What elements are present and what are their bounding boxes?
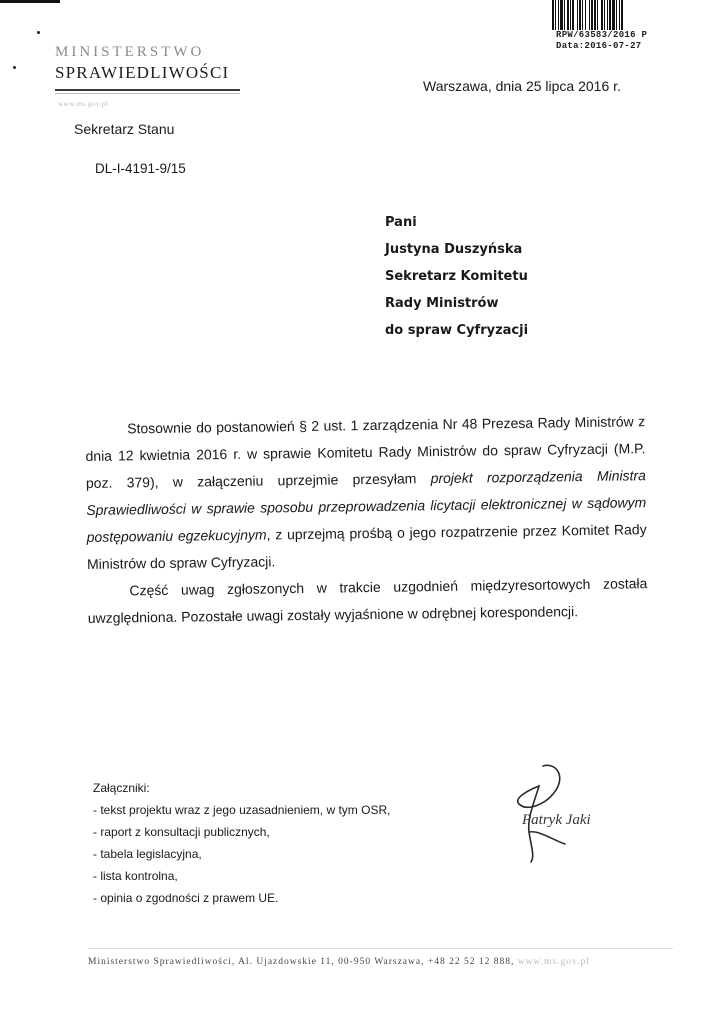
barcode-bar	[604, 0, 605, 30]
barcode-bar	[577, 0, 578, 30]
barcode-bar	[601, 0, 603, 30]
barcode-bar	[585, 0, 586, 30]
signatory-name: Patryk Jaki	[522, 812, 591, 828]
addressee-line: Pani	[385, 215, 417, 230]
barcode-bar	[567, 0, 569, 30]
paragraph-1-end: , z uprzejmą prośbą o jego rozpatrzenie przez Komitet Rady Ministrów do spraw Cyfryzacji.	[86, 521, 647, 572]
barcode-bar	[594, 0, 596, 30]
barcode-bar	[558, 0, 559, 30]
attachments	[93, 777, 390, 909]
ministry-logo-line2: SPRAWIEDLIWOŚCI	[55, 63, 230, 82]
scan-speck	[13, 66, 16, 69]
barcode-bar	[591, 0, 593, 30]
barcode-bar	[560, 0, 563, 30]
barcode-bar	[552, 0, 554, 30]
registry-stamp	[556, 30, 647, 52]
registry-date: Data:2016-07-27	[556, 41, 642, 51]
barcode	[552, 0, 678, 30]
addressee-line: Rady Ministrów	[385, 296, 499, 311]
footer-rule	[88, 948, 673, 949]
barcode-bar	[572, 0, 574, 30]
footer-url: www.ms.gov.pl	[517, 957, 590, 967]
paragraph-1-start: Stosownie do postanowień § 2 ust. 1 zarządzenia Nr 48 Prezesa Rady Ministrów z dnia 12 kwietnia 2016 r. w sprawie Komitetu Rady Ministrów do spraw Cyfryzacji (M.P. poz. 379), w załączeniu uprzejmie przesyłam	[85, 413, 646, 491]
addressee-line: Justyna Duszyńska	[385, 242, 523, 257]
place-date: Warszawa, dnia 25 lipca 2016 r.	[423, 78, 621, 94]
addressee-block	[385, 209, 528, 344]
logo-rule	[55, 89, 240, 91]
logo-url: www.ms.gov.pl	[58, 100, 109, 108]
attachment-item: - lista kontrolna,	[93, 865, 390, 887]
letter-body	[85, 408, 648, 632]
paragraph-1-project-title: projekt rozporządzenia Ministra Sprawiedliwości w sprawie sposobu przeprowadzenia licytacji elektronicznej w sądowym postępowaniu egzekucyjnym	[86, 467, 647, 545]
barcode-bar	[616, 0, 617, 30]
registry-code: RPW/63583/2016 P	[556, 30, 648, 40]
corner-mark	[0, 0, 60, 3]
barcode-bar	[582, 0, 583, 30]
attachments-heading: Załączniki:	[93, 781, 150, 795]
attachment-item: - opinia o zgodności z prawem UE.	[93, 887, 390, 909]
barcode-bar	[589, 0, 590, 30]
sender-title: Sekretarz Stanu	[74, 121, 175, 137]
addressee-line: do spraw Cyfryzacji	[385, 323, 529, 338]
barcode-bar	[612, 0, 615, 30]
footer-address: Ministerstwo Sprawiedliwości, Al. Ujazdowskie 11, 00-950 Warszawa,	[88, 957, 425, 967]
footer-phone: +48 22 52 12 888,	[427, 957, 515, 967]
barcode-bar	[619, 0, 620, 30]
barcode-bar	[570, 0, 571, 30]
barcode-bar	[555, 0, 556, 30]
reference-number: DL-I-4191-9/15	[95, 161, 186, 176]
barcode-bar	[607, 0, 608, 30]
attachment-item: - tabela legislacyjna,	[93, 843, 390, 865]
logo-rule-thin	[55, 93, 240, 94]
attachment-item: - tekst projektu wraz z jego uzasadnieniem, w tym OSR,	[93, 799, 390, 821]
attachment-item: - raport z konsultacji publicznych,	[93, 821, 390, 843]
barcode-bar	[564, 0, 565, 30]
barcode-bar	[597, 0, 598, 30]
barcode-bar	[621, 0, 623, 30]
footer	[88, 957, 590, 967]
barcode-bar	[609, 0, 611, 30]
attachments-list	[93, 799, 390, 909]
addressee-line: Sekretarz Komitetu	[385, 269, 528, 284]
paragraph-1	[85, 408, 647, 578]
scan-speck	[37, 31, 40, 34]
ministry-logo-line1: MINISTERSTWO	[55, 44, 205, 60]
barcode-bar	[579, 0, 581, 30]
paragraph-2: Część uwag zgłoszonych w trakcie uzgodnień międzyresortowych została uwzględniona. Pozostałe uwagi zostały wyjaśnione w odrębnej korespondencji.	[87, 575, 648, 626]
